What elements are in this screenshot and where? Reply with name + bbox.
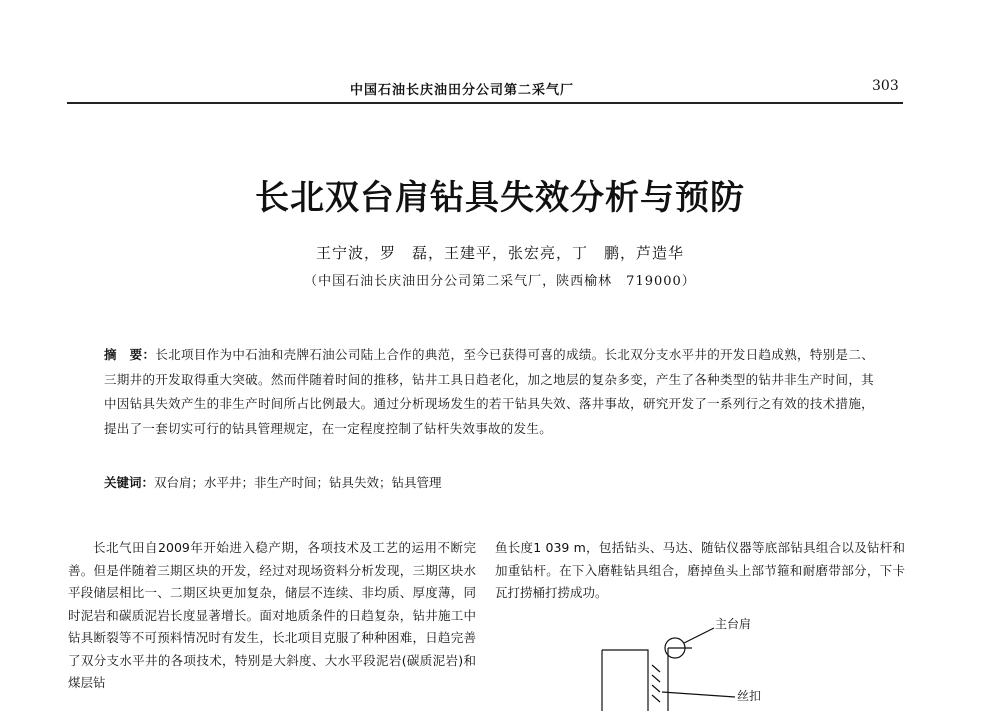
abstract-text: 长北项目作为中石油和壳牌石油公司陆上合作的典范，至今已获得可喜的成绩。长北双分支水平井的开发日趋成熟，特别是二、三期井的开发取得重大突破。然而伴随着时间的推移，钻井工具日趋老化，加之地层的复杂多变，产生了各种类型的钻井非生产时间，其中因钻具失效产生的非生产时间所占比例最大。通过分析现场发生的若干钻具失效、落井事故，研究开发了一系列行之有效的技术措施，提出了一套切实可行的钻具管理规定，在一定程度控制了钻杆失效事故的发生。 — [104, 347, 874, 436]
body-left-column: 长北气田自2009年开始进入稳产期，各项技术及工艺的运用不断完善。但是伴随着三期区块的开发，经过对现场资料分析发现，三期区块水平段储层相比一、二期区块更加复杂，储层不连续、非均质、厚度薄，同时泥岩和碳质泥岩长度显著增长。面对地质条件的日趋复杂，钻井施工中钻具断裂等不可预料情况时有发生，长北项目克服了种种困难，日趋完善了双分支水平井的各项技术，特别是大斜度、大水平段泥岩(碳质泥岩)和煤层钻 — [68, 540, 476, 690]
header-rule — [67, 102, 903, 104]
figure-label-thread: 丝扣 — [737, 689, 762, 703]
double-shoulder-joint-figure — [590, 610, 810, 711]
leader-line-thread — [662, 692, 735, 697]
body-right-column: 鱼长度1 039 m，包括钻头、马达、随钻仪器等底部钻具组合以及钻杆和加重钻杆。在下入磨鞋钻具组合，磨掉鱼头上部节箍和耐磨带部分，下卡瓦打捞桶打捞成功。 — [495, 540, 905, 600]
thread-lines — [652, 665, 660, 702]
figure-label-primary-shoulder: 主台肩 — [715, 617, 752, 631]
abstract-label: 摘 要： — [104, 347, 156, 362]
affiliation: （中国石油长庆油田分公司第二采气厂，陕西榆林 719000） — [304, 274, 696, 289]
pin-body — [602, 650, 648, 711]
abstract — [104, 343, 874, 441]
article-title: 长北双台肩钻具失效分析与预防 — [255, 178, 745, 218]
running-header: 中国石油长庆油田分公司第二采气厂 — [350, 83, 575, 98]
leader-line-shoulder — [684, 628, 714, 643]
page-number: 303 — [872, 78, 899, 94]
keywords — [104, 473, 874, 491]
keywords-label: 关键词： — [104, 475, 155, 490]
author-list: 王宁波，罗 磊，王建平，张宏亮，丁 鹏，芦造华 — [315, 244, 684, 262]
keywords-text: 双台肩；水平井；非生产时间；钻具失效；钻具管理 — [154, 475, 442, 490]
